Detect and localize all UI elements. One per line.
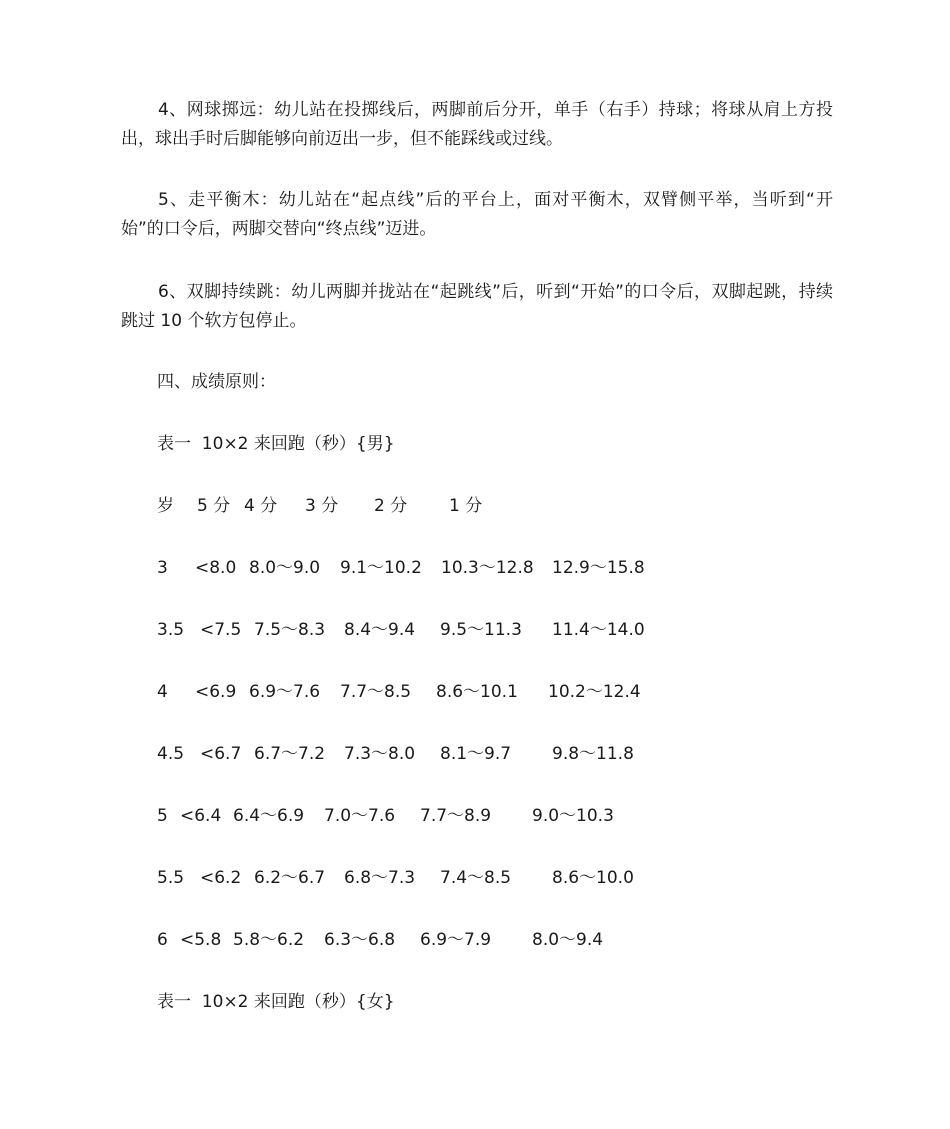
- row-cell-3: 6.8～7.3: [344, 868, 416, 888]
- header-cell-2: 2 分: [374, 496, 408, 516]
- row-cell-3: 6.3～6.8: [324, 930, 396, 950]
- row-cell-5: <6.2: [200, 868, 242, 888]
- row-cell-5: <5.8: [180, 930, 222, 950]
- row-cell-5: <6.9: [195, 682, 237, 702]
- row-cell-age: 5: [157, 806, 168, 826]
- row-cell-2: 8.1～9.7: [440, 744, 512, 764]
- row-cell-1: 8.0～9.4: [532, 930, 604, 950]
- row-cell-age: 4.5: [157, 744, 185, 764]
- row-cell-2: 10.3～12.8: [441, 558, 534, 578]
- row-cell-2: 8.6～10.1: [436, 682, 518, 702]
- header-cell-age: 岁: [157, 496, 174, 516]
- row-cell-1: 8.6～10.0: [552, 868, 634, 888]
- row-cell-1: 9.0～10.3: [532, 806, 614, 826]
- row-cell-5: <6.4: [180, 806, 222, 826]
- row-cell-age: 4: [157, 682, 168, 702]
- row-cell-4: 5.8～6.2: [233, 930, 305, 950]
- paragraph-tennis-throw: 4、网球掷远：幼儿站在投掷线后，两脚前后分开，单手（右手）持球；将球从肩上方投出，球出手时后脚能够向前迈出一步，但不能踩线或过线。: [121, 100, 833, 149]
- row-cell-3: 7.0～7.6: [324, 806, 396, 826]
- paragraph-double-foot-jump: 6、双脚持续跳：幼儿两脚并拢站在“起跳线”后，听到“开始”的口令后，双脚起跳，持续跳过 10 个软方包停止。: [121, 282, 833, 331]
- table-female-caption: 表一 10×2 来回跑（秒）{女}: [157, 992, 395, 1012]
- row-cell-2: 6.9～7.9: [420, 930, 492, 950]
- section-heading: 四、成绩原则：: [157, 372, 276, 392]
- row-cell-age: 3: [157, 558, 168, 578]
- row-cell-age: 5.5: [157, 868, 185, 888]
- row-cell-5: <6.7: [200, 744, 242, 764]
- table-male-caption: 表一 10×2 来回跑（秒）{男}: [157, 434, 395, 454]
- header-cell-3: 3 分: [305, 496, 339, 516]
- row-cell-4: 8.0～9.0: [249, 558, 321, 578]
- row-cell-1: 11.4～14.0: [552, 620, 645, 640]
- header-cell-5: 5 分: [197, 496, 231, 516]
- row-cell-4: 6.7～7.2: [254, 744, 326, 764]
- row-cell-2: 9.5～11.3: [440, 620, 522, 640]
- row-cell-3: 9.1～10.2: [340, 558, 422, 578]
- header-cell-4: 4 分: [244, 496, 278, 516]
- row-cell-age: 3.5: [157, 620, 185, 640]
- row-cell-1: 9.8～11.8: [552, 744, 634, 764]
- row-cell-3: 8.4～9.4: [344, 620, 416, 640]
- row-cell-3: 7.7～8.5: [340, 682, 412, 702]
- row-cell-2: 7.4～8.5: [440, 868, 512, 888]
- row-cell-4: 6.4～6.9: [233, 806, 305, 826]
- row-cell-1: 12.9～15.8: [552, 558, 645, 578]
- paragraph-balance-beam: 5、走平衡木：幼儿站在“起点线”后的平台上，面对平衡木，双臂侧平举，当听到“开始”的口令后，两脚交替向“终点线”迈进。: [121, 190, 833, 239]
- row-cell-1: 10.2～12.4: [548, 682, 641, 702]
- row-cell-5: <7.5: [200, 620, 242, 640]
- row-cell-3: 7.3～8.0: [344, 744, 416, 764]
- row-cell-4: 6.9～7.6: [249, 682, 321, 702]
- row-cell-2: 7.7～8.9: [420, 806, 492, 826]
- row-cell-5: <8.0: [195, 558, 237, 578]
- row-cell-4: 7.5～8.3: [254, 620, 326, 640]
- row-cell-age: 6: [157, 930, 168, 950]
- row-cell-4: 6.2～6.7: [254, 868, 326, 888]
- header-cell-1: 1 分: [449, 496, 483, 516]
